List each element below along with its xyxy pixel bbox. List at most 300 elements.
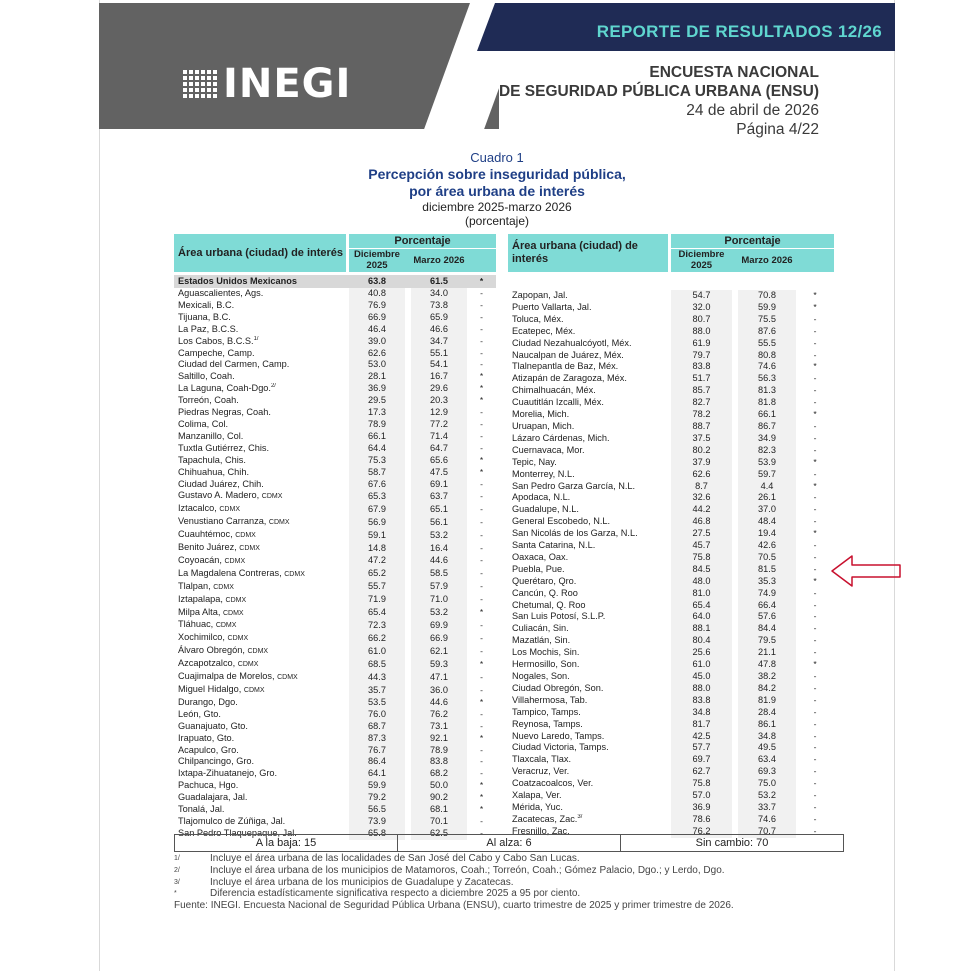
significance-mark: - xyxy=(480,632,483,643)
value-dic: 25.6 xyxy=(671,647,732,659)
value-mar: 16.7 xyxy=(411,371,467,383)
value-mar: 84.4 xyxy=(738,623,796,635)
table-row xyxy=(174,780,496,792)
value-dic: 17.3 xyxy=(349,407,405,419)
city-name: Tonalá, Jal. xyxy=(178,804,225,815)
city-name: Tijuana, B.C. xyxy=(178,311,231,322)
value-mar: 4.4 xyxy=(738,481,796,493)
table-row xyxy=(174,467,496,479)
table-row xyxy=(174,756,496,768)
city-name: Tapachula, Chis. xyxy=(178,454,246,465)
table-row xyxy=(508,433,834,445)
value-mar: 81.9 xyxy=(738,695,796,707)
significance-mark: - xyxy=(813,540,817,551)
significance-mark: - xyxy=(480,299,483,310)
significance-mark: * xyxy=(479,454,484,465)
significance-mark: - xyxy=(480,744,483,755)
value-mar: 70.7 xyxy=(738,826,796,838)
value-dic: 8.7 xyxy=(671,481,732,493)
table-row xyxy=(174,336,496,348)
significance-mark: - xyxy=(813,706,817,717)
city-name: Reynosa, Tamps. xyxy=(512,718,583,729)
city-name: Iztapalapa, CDMX xyxy=(178,593,247,604)
value-dic: 65.4 xyxy=(349,607,405,620)
value-dic: 79.7 xyxy=(671,350,732,362)
value-mar: 74.6 xyxy=(738,814,796,826)
value-mar: 53.2 xyxy=(411,607,467,620)
city-name: Morelia, Mich. xyxy=(512,409,570,420)
value-dic: 65.4 xyxy=(671,600,732,612)
value-mar: 59.7 xyxy=(738,469,796,481)
value-mar: 16.4 xyxy=(411,542,467,555)
table-title-line2: por área urbana de interés xyxy=(409,183,585,199)
value-dic: 82.7 xyxy=(671,397,732,409)
city-name: Campeche, Camp. xyxy=(178,347,255,358)
value-dic: 83.8 xyxy=(671,361,732,373)
table-unit: (porcentaje) xyxy=(464,214,530,228)
report-title: REPORTE DE RESULTADOS 12/26 xyxy=(596,22,882,41)
value-mar: 38.2 xyxy=(738,671,796,683)
city-name: Ecatepec, Méx. xyxy=(512,325,576,336)
value-mar: 71.0 xyxy=(411,594,467,607)
significance-mark: - xyxy=(480,768,483,779)
value-dic: 88.0 xyxy=(671,326,732,338)
table-row xyxy=(508,516,834,528)
city-name: Piedras Negras, Coah. xyxy=(178,407,271,418)
significance-mark: - xyxy=(813,587,817,598)
table-row xyxy=(174,359,496,371)
table-row xyxy=(508,719,834,731)
significance-mark: - xyxy=(813,825,817,836)
table-row xyxy=(174,792,496,804)
value-mar: 87.6 xyxy=(738,326,796,338)
value-mar: 78.9 xyxy=(411,745,467,757)
table-row xyxy=(508,552,834,564)
significance-mark: - xyxy=(813,754,817,765)
significance-mark: - xyxy=(813,504,817,515)
significance-mark: * xyxy=(479,466,484,477)
value-dic: 56.5 xyxy=(349,804,405,816)
significance-mark: - xyxy=(813,516,817,527)
city-name: La Magdalena Contreras, CDMX xyxy=(178,567,305,578)
significance-mark: * xyxy=(479,607,484,618)
survey-info xyxy=(499,63,819,139)
value-dic: 34.8 xyxy=(671,707,732,719)
value-dic: 62.6 xyxy=(671,469,732,481)
summary-bar xyxy=(174,834,844,852)
table-row xyxy=(174,324,496,336)
value-dic: 76.0 xyxy=(349,709,405,721)
value-mar: 75.0 xyxy=(738,778,796,790)
city-name: Irapuato, Gto. xyxy=(178,732,235,743)
value-dic: 45.0 xyxy=(671,671,732,683)
table-row xyxy=(174,721,496,733)
significance-mark: - xyxy=(480,529,483,540)
significance-mark: - xyxy=(813,801,817,812)
value-mar: 70.1 xyxy=(411,816,467,828)
significance-mark: - xyxy=(480,594,483,605)
city-name: Naucalpan de Juárez, Méx. xyxy=(512,349,624,360)
significance-mark: * xyxy=(479,371,484,382)
table-row xyxy=(508,528,834,540)
city-name: Colima, Col. xyxy=(178,418,229,429)
value-dic: 67.6 xyxy=(349,479,405,491)
value-dic: 68.5 xyxy=(349,658,405,671)
significance-mark: - xyxy=(813,766,817,777)
city-name: Tlalpan, CDMX xyxy=(178,580,234,591)
value-mar: 65.1 xyxy=(411,503,467,516)
value-mar: 47.8 xyxy=(738,659,796,671)
value-mar: 68.1 xyxy=(411,804,467,816)
publication-date: 24 de abril de 2026 xyxy=(686,102,819,119)
table-row xyxy=(174,348,496,360)
table-row xyxy=(508,707,834,719)
value-dic: 66.1 xyxy=(349,431,405,443)
significance-mark: - xyxy=(813,813,817,824)
table-row xyxy=(174,684,496,697)
value-dic: 44.3 xyxy=(349,671,405,684)
city-name: Coyoacán, CDMX xyxy=(178,554,246,565)
table-row xyxy=(174,804,496,816)
significance-mark: * xyxy=(813,361,817,372)
table-row xyxy=(174,568,496,581)
value-dic: 29.5 xyxy=(349,395,405,407)
city-name: Torreón, Coah. xyxy=(178,395,239,406)
city-name: Azcapotzalco, CDMX xyxy=(178,658,259,669)
significance-mark: * xyxy=(813,528,817,539)
value-mar: 68.2 xyxy=(411,768,467,780)
table-row xyxy=(174,594,496,607)
table-row xyxy=(508,409,834,421)
significance-mark: - xyxy=(813,635,817,646)
table-row xyxy=(508,778,834,790)
table-row xyxy=(508,314,834,326)
table-row xyxy=(174,645,496,658)
value-dic: 44.2 xyxy=(671,504,732,516)
city-name: Oaxaca, Oax. xyxy=(512,551,569,562)
significance-mark: - xyxy=(813,730,817,741)
inegi-logo xyxy=(183,61,352,107)
value-dic: 61.0 xyxy=(671,659,732,671)
significance-mark: * xyxy=(479,792,484,803)
city-name: Ciudad Victoria, Tamps. xyxy=(512,742,609,753)
significance-mark: - xyxy=(813,492,817,503)
value-mar: 71.4 xyxy=(411,431,467,443)
table-row xyxy=(174,671,496,684)
city-name: Cuautitlán Izcalli, Méx. xyxy=(512,397,604,408)
value-mar: 47.1 xyxy=(411,671,467,684)
value-dic: 37.9 xyxy=(671,457,732,469)
value-dic: 64.1 xyxy=(349,768,405,780)
city-name: Ciudad Nezahualcóyotl, Méx. xyxy=(512,337,632,348)
significance-mark: - xyxy=(480,708,483,719)
value-dic: 88.0 xyxy=(671,683,732,695)
significance-mark: * xyxy=(479,732,484,743)
value-mar: 46.6 xyxy=(411,324,467,336)
significance-mark: - xyxy=(480,503,483,514)
table-row xyxy=(508,504,834,516)
value-dic: 80.7 xyxy=(671,314,732,326)
table-row xyxy=(508,326,834,338)
value-mar: 28.4 xyxy=(738,707,796,719)
value-dic: 84.5 xyxy=(671,564,732,576)
table-row xyxy=(174,395,496,407)
significance-mark: - xyxy=(813,432,817,443)
table-row xyxy=(508,290,834,302)
value-mar: 76.2 xyxy=(411,709,467,721)
table-row xyxy=(508,540,834,552)
value-dic: 62.6 xyxy=(349,348,405,360)
summary-alza: Al alza: 6 xyxy=(398,835,621,851)
value-mar: 34.8 xyxy=(738,731,796,743)
value-mar: 54.1 xyxy=(411,359,467,371)
city-name: San Pedro Tlaquepaque, Jal. xyxy=(178,827,297,838)
porcentaje-header: Porcentaje xyxy=(349,234,496,248)
value-dic: 42.5 xyxy=(671,731,732,743)
value-dic: 67.9 xyxy=(349,503,405,516)
table-row xyxy=(508,731,834,743)
table-row xyxy=(174,555,496,568)
significance-mark: - xyxy=(813,694,817,705)
summary-baja: A la baja: 15 xyxy=(175,835,398,851)
value-dic: 85.7 xyxy=(671,385,732,397)
city-name: Zacatecas, Zac.$^{3/}$ xyxy=(512,813,583,824)
significance-mark: * xyxy=(479,804,484,815)
table-row xyxy=(508,481,834,493)
national-name: Estados Unidos Mexicanos xyxy=(174,275,346,288)
value-mar: 65.9 xyxy=(411,312,467,324)
table-row xyxy=(174,312,496,324)
city-name: Guadalajara, Jal. xyxy=(178,792,248,803)
table-row xyxy=(174,455,496,467)
city-name: Tampico, Tamps. xyxy=(512,706,581,717)
city-name: Mexicali, B.C. xyxy=(178,299,235,310)
table-row xyxy=(508,421,834,433)
value-dic: 46.4 xyxy=(349,324,405,336)
value-mar: 69.3 xyxy=(738,766,796,778)
value-dic: 86.4 xyxy=(349,756,405,768)
significance-mark: - xyxy=(813,647,817,658)
city-name: Santa Catarina, N.L. xyxy=(512,540,596,551)
value-mar: 62.5 xyxy=(411,828,467,840)
table-title-block xyxy=(300,150,694,228)
significance-mark: - xyxy=(813,718,817,729)
significance-mark: - xyxy=(813,742,817,753)
value-dic: 32.6 xyxy=(671,492,732,504)
significance-mark: * xyxy=(813,409,817,420)
significance-mark: - xyxy=(480,418,483,429)
table-row xyxy=(508,469,834,481)
city-name: Fresnillo, Zac. xyxy=(512,825,570,836)
significance-mark: - xyxy=(813,444,817,455)
table-row xyxy=(508,623,834,635)
value-mar: 50.0 xyxy=(411,780,467,792)
city-name: Tepic, Nay. xyxy=(512,456,557,467)
value-mar: 47.5 xyxy=(411,467,467,479)
survey-name-line1: ENCUESTA NACIONAL xyxy=(649,64,819,81)
city-name: Chimalhuacán, Méx. xyxy=(512,385,596,396)
table-row xyxy=(508,445,834,457)
city-name: Cuajimalpa de Morelos, CDMX xyxy=(178,671,298,682)
significance-mark: - xyxy=(480,516,483,527)
right-data-table xyxy=(508,234,834,838)
value-mar: 86.1 xyxy=(738,719,796,731)
value-dic: 66.2 xyxy=(349,632,405,645)
value-dic: 37.5 xyxy=(671,433,732,445)
value-dic: 68.7 xyxy=(349,721,405,733)
value-dic: 32.0 xyxy=(671,302,732,314)
value-mar: 37.0 xyxy=(738,504,796,516)
value-mar: 53.2 xyxy=(411,529,467,542)
value-mar: 80.8 xyxy=(738,350,796,362)
city-name: Xalapa, Ver. xyxy=(512,790,562,801)
value-dic: 51.7 xyxy=(671,373,732,385)
inegi-logo-mark-icon xyxy=(183,70,217,98)
table-row xyxy=(508,588,834,600)
value-dic: 40.8 xyxy=(349,288,405,300)
significance-mark: - xyxy=(480,827,483,838)
table-row xyxy=(508,397,834,409)
value-mar: 77.2 xyxy=(411,419,467,431)
significance-mark: - xyxy=(813,337,817,348)
value-mar: 64.7 xyxy=(411,443,467,455)
table-row xyxy=(174,371,496,383)
city-name: Zapopan, Jal. xyxy=(512,290,568,300)
value-mar: 29.6 xyxy=(411,383,467,395)
red-arrow-annotation-icon xyxy=(830,552,902,590)
value-dic: 46.8 xyxy=(671,516,732,528)
value-mar: 74.6 xyxy=(738,361,796,373)
significance-mark: - xyxy=(813,611,817,622)
significance-mark: - xyxy=(480,645,483,656)
value-mar: 35.3 xyxy=(738,576,796,588)
city-name: Cancún, Q. Roo xyxy=(512,587,578,598)
value-dic: 88.1 xyxy=(671,623,732,635)
city-name: Toluca, Méx. xyxy=(512,313,564,324)
table-row xyxy=(174,607,496,620)
significance-mark: - xyxy=(813,325,817,336)
value-dic: 54.7 xyxy=(671,290,732,302)
significance-mark: * xyxy=(813,480,817,491)
value-mar: 42.6 xyxy=(738,540,796,552)
value-mar: 81.5 xyxy=(738,564,796,576)
value-dic: 64.4 xyxy=(349,443,405,455)
value-mar: 44.6 xyxy=(411,697,467,709)
footnote: * Diferencia estadísticamente significativa respecto a diciembre 2025 a 95 por ciento. xyxy=(174,888,581,900)
city-name: Los Cabos, B.C.S.$^{1/}$ xyxy=(178,335,259,346)
table-row xyxy=(174,768,496,780)
city-name: Aguascalientes, Ags. xyxy=(178,288,264,298)
city-name: San Pedro Garza García, N.L. xyxy=(512,480,636,491)
table-row xyxy=(508,659,834,671)
city-name: Pachuca, Hgo. xyxy=(178,780,239,791)
table-number: Cuadro 1 xyxy=(470,150,524,165)
table-row xyxy=(174,503,496,516)
significance-mark: - xyxy=(480,619,483,630)
value-mar: 59.3 xyxy=(411,658,467,671)
significance-mark: - xyxy=(480,442,483,453)
significance-mark: - xyxy=(480,815,483,826)
city-name: Milpa Alta, CDMX xyxy=(178,606,244,617)
city-name: San Luis Potosí, S.L.P. xyxy=(512,611,606,622)
city-name: Ciudad Obregón, Son. xyxy=(512,682,604,693)
value-dic: 71.9 xyxy=(349,594,405,607)
significance-mark: - xyxy=(480,756,483,767)
city-name: Acapulco, Gro. xyxy=(178,744,239,755)
value-dic: 57.7 xyxy=(671,742,732,754)
footnote: 1/ Incluye el área urbana de las localidades de San José del Cabo y Cabo San Lucas. xyxy=(174,853,580,864)
city-name: Veracruz, Ver. xyxy=(512,766,570,777)
table-row xyxy=(174,300,496,312)
area-column-header-right: Área urbana (ciudad) de interés xyxy=(508,234,668,272)
city-name: Álvaro Obregón, CDMX xyxy=(178,645,269,656)
city-name: Chihuahua, Chih. xyxy=(178,466,249,477)
city-name: Ciudad del Carmen, Camp. xyxy=(178,359,290,370)
city-name: Tláhuac, CDMX xyxy=(178,619,237,630)
value-dic: 83.8 xyxy=(671,695,732,707)
significance-mark: - xyxy=(480,347,483,358)
value-dic: 47.2 xyxy=(349,555,405,568)
value-mar: 12.9 xyxy=(411,407,467,419)
city-name: León, Gto. xyxy=(178,708,221,719)
significance-mark: - xyxy=(813,623,817,634)
value-dic: 78.2 xyxy=(671,409,732,421)
value-dic: 76.2 xyxy=(671,826,732,838)
table-row xyxy=(174,288,496,300)
table-row xyxy=(174,419,496,431)
value-dic: 72.3 xyxy=(349,619,405,632)
city-name: La Laguna, Coah-Dgo.$^{2/}$ xyxy=(178,383,276,394)
table-row xyxy=(174,383,496,395)
city-name: La Paz, B.C.S. xyxy=(178,323,239,334)
table-row xyxy=(508,742,834,754)
table-row xyxy=(508,492,834,504)
value-mar: 90.2 xyxy=(411,792,467,804)
significance-mark: * xyxy=(813,301,817,312)
significance-mark: - xyxy=(813,599,817,610)
significance-mark: - xyxy=(813,373,817,384)
table-row xyxy=(508,695,834,707)
value-mar: 55.5 xyxy=(738,338,796,350)
city-name: Venustiano Carranza, CDMX xyxy=(178,516,290,527)
national-row xyxy=(174,275,496,288)
value-mar: 83.8 xyxy=(411,756,467,768)
value-dic: 53.5 xyxy=(349,697,405,709)
significance-mark: - xyxy=(480,581,483,592)
value-mar: 69.1 xyxy=(411,479,467,491)
value-dic: 78.9 xyxy=(349,419,405,431)
table-row xyxy=(174,529,496,542)
table-title-line1: Percepción sobre inseguridad pública, xyxy=(368,166,626,182)
city-name: Monterrey, N.L. xyxy=(512,468,575,479)
city-name: Gustavo A. Madero, CDMX xyxy=(178,490,283,501)
significance-mark: - xyxy=(813,313,817,324)
significance-mark: - xyxy=(480,359,483,370)
significance-mark: - xyxy=(480,323,483,334)
table-row xyxy=(508,611,834,623)
value-mar: 20.3 xyxy=(411,395,467,407)
city-name: Durango, Dgo. xyxy=(178,696,238,707)
value-dic: 35.7 xyxy=(349,684,405,697)
value-dic: 80.2 xyxy=(671,445,732,457)
significance-mark: - xyxy=(813,468,817,479)
value-dic: 36.9 xyxy=(671,802,732,814)
table-row xyxy=(174,490,496,503)
significance-mark: - xyxy=(813,778,817,789)
table-row xyxy=(508,564,834,576)
value-dic: 69.7 xyxy=(671,754,732,766)
significance-mark: * xyxy=(479,383,484,394)
